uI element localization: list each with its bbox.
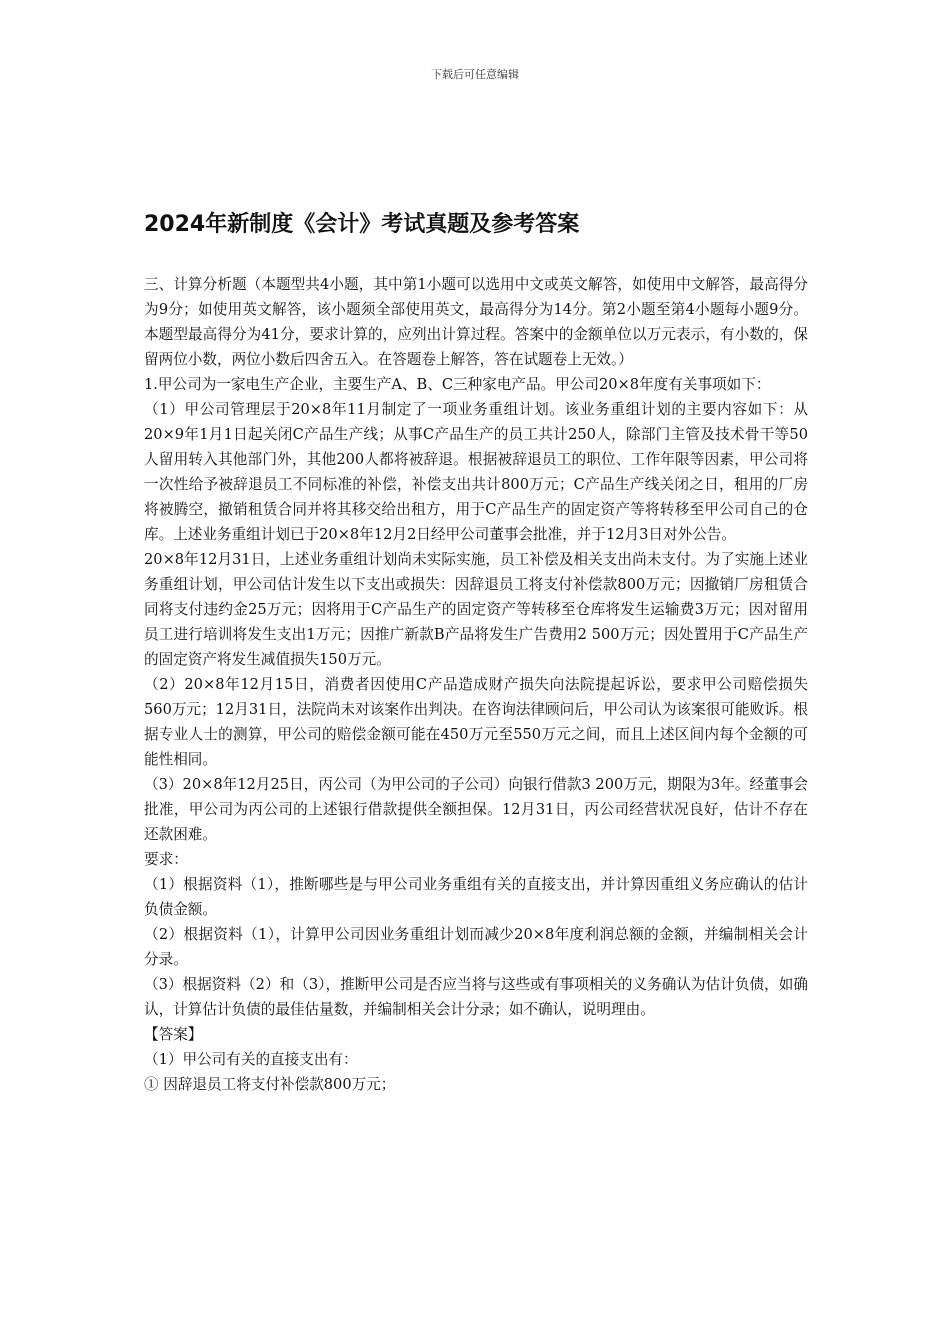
paragraph-material-3: （3）20×8年12月25日，丙公司（为甲公司的子公司）向银行借款3 200万元，期限为3年。经董事会批准，甲公司为丙公司的上述银行借款提供全额担保。12月31日，丙公司经营状况良好，估计不存在还款困难。 (144, 776, 808, 843)
paragraph-question-1-intro: 1.甲公司为一家电生产企业，主要生产A、B、C三种家电产品。甲公司20×8年度有关事项如下： (144, 376, 771, 393)
document-body (144, 272, 808, 1097)
page-header-note: 下载后可任意编辑 (431, 68, 519, 81)
paragraph-material-1-continued: 20×8年12月31日，上述业务重组计划尚未实际实施，员工补偿及相关支出尚未支付。为了实施上述业务重组计划，甲公司估计发生以下支出或损失：因辞退员工将支付补偿款800万元；因撤销厂房租赁合同将支付违约金25万元；因将用于C产品生产的固定资产等转移至仓库将发生运输费3万元；因对留用员工进行培训将发生支出1万元；因推广新款B产品将发生广告费用2 500万元；因处置用于C产品生产的固定资产将发生减值损失150万元。 (144, 551, 808, 668)
paragraph-answer-heading: 【答案】 (144, 1026, 203, 1043)
paragraph-requirements-heading: 要求： (144, 851, 188, 868)
paragraph-requirement-2: （2）根据资料（1），计算甲公司因业务重组计划而减少20×8年度利润总额的金额，并编制相关会计分录。 (144, 926, 808, 968)
paragraph-material-1: （1）甲公司管理层于20×8年11月制定了一项业务重组计划。该业务重组计划的主要内容如下：从20×9年1月1日起关闭C产品生产线；从事C产品生产的员工共计250人，除部门主管及技术骨干等50人留用转入其他部门外，其他200人都将被辞退。根据被辞退员工的职位、工作年限等因素，甲公司将一次性给予被辞退员工不同标准的补偿，补偿支出共计800万元；C产品生产线关闭之日，租用的厂房将被腾空，撤销租赁合同并将其移交给出租方，用于C产品生产的固定资产等将转移至甲公司自己的仓库。上述业务重组计划已于20×8年12月2日经甲公司董事会批准，并于12月3日对外公告。 (144, 401, 808, 543)
paragraph-requirement-3: （3）根据资料（2）和（3），推断甲公司是否应当将与这些或有事项相关的义务确认为估计负债，如确认，计算估计负债的最佳估量数，并编制相关会计分录；如不确认，说明理由。 (144, 976, 808, 1018)
paragraph-instructions: 三、计算分析题（本题型共4小题，其中第1小题可以选用中文或英文解答，如使用中文解答，最高得分为9分；如使用英文解答，该小题须全部使用英文，最高得分为14分。第2小题至第4小题每小题9分。本题型最高得分为41分，要求计算的，应列出计算过程。答案中的金额单位以万元表示，有小数的，保留两位小数，两位小数后四舍五入。在答题卷上解答，答在试题卷上无效。） (144, 276, 808, 368)
document-title: 2024年新制度《会计》考试真题及参考答案 (144, 212, 580, 237)
paragraph-answer-1: （1）甲公司有关的直接支出有： (144, 1051, 358, 1068)
paragraph-material-2: （2）20×8年12月15日，消费者因使用C产品造成财产损失向法院提起诉讼，要求甲公司赔偿损失560万元；12月31日，法院尚未对该案作出判决。在咨询法律顾问后，甲公司认为该案很可能败诉。根据专业人士的测算，甲公司的赔偿金额可能在450万元至550万元之间，而且上述区间内每个金额的可能性相同。 (144, 676, 808, 768)
paragraph-answer-1-item-1: ① 因辞退员工将支付补偿款800万元； (144, 1076, 396, 1093)
paragraph-requirement-1: （1）根据资料（1），推断哪些是与甲公司业务重组有关的直接支出，并计算因重组义务应确认的估计负债金额。 (144, 876, 808, 918)
